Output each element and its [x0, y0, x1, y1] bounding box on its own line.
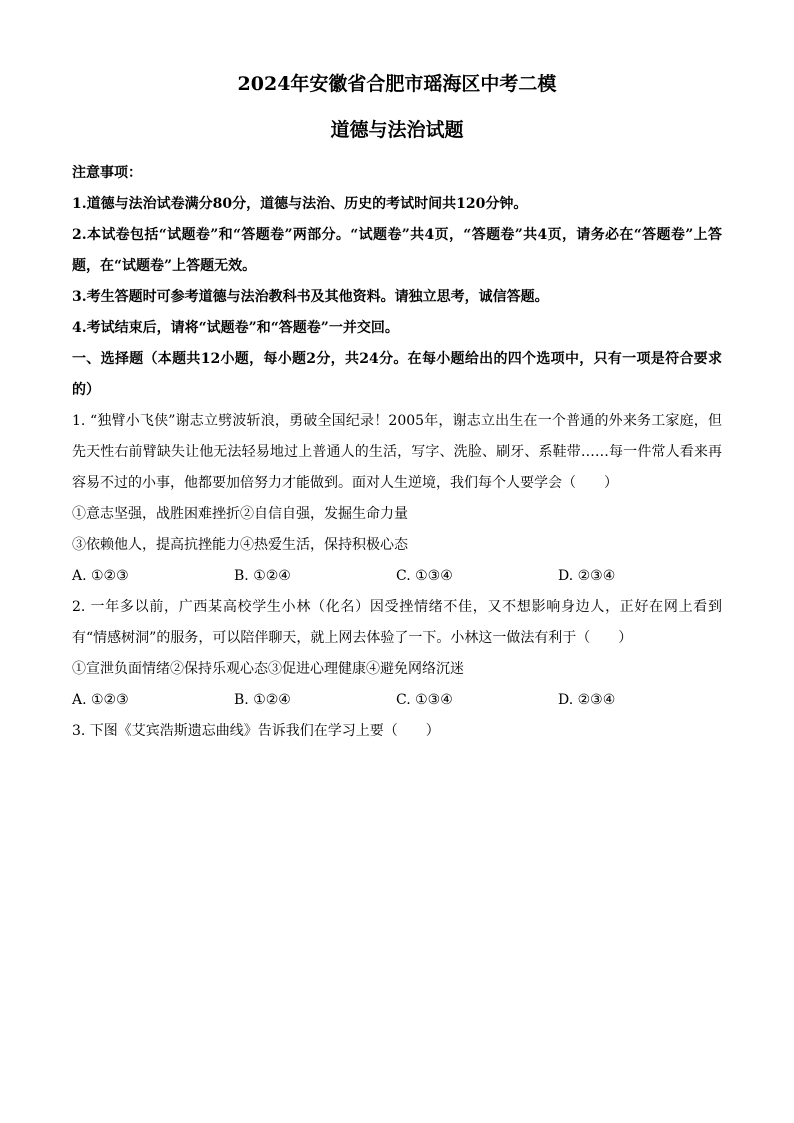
question-1-stem: 1. “独臂小飞侠”谢志立劈波斩浪，勇破全国纪录！2005年，谢志立出生在一个普通的外来务工家庭，但先天性右前臂缺失让他无法轻易地过上普通人的生活，写字、洗脸、刷牙、系鞋带……每一件常人看来再容易不过的小事，他都要加倍努力才能做到。面对人生逆境，我们每个人要学会（ ） [72, 413, 722, 491]
question-1-option-d: D. ②③④ [558, 568, 616, 584]
question-1-statement-2: ③依赖他人，提高抗挫能力④热爱生活，保持积极心态 [72, 537, 408, 553]
section-heading: 一、选择题（本题共12小题，每小题2分，共24分。在每小题给出的四个选项中，只有一项是符合要求的） [72, 351, 722, 398]
question-1-statement-1: ①意志坚强，战胜困难挫折②自信自强，发掘生命力量 [72, 506, 408, 522]
question-2-option-c: C. ①③④ [396, 692, 453, 708]
question-2-option-a: A. ①②③ [72, 692, 129, 708]
question-1-option-a: A. ①②③ [72, 568, 129, 584]
question-2-options [72, 685, 722, 716]
question-3-stem: 3. 下图《艾宾浩斯遗忘曲线》告诉我们在学习上要（ ） [72, 723, 440, 739]
question-2-stem: 2. 一年多以前，广西某高校学生小林（化名）因受挫情绪不佳，又不想影响身边人，正好在网上看到有“情感树洞”的服务，可以陪伴聊天，就上网去体验了一下。小林这一做法有利于（ ） [72, 599, 722, 646]
question-1-options [72, 561, 722, 592]
page-subtitle: 道德与法治试题 [330, 119, 464, 141]
question-2-option-b: B. ①②④ [234, 692, 291, 708]
notice-item-1: 1.道德与法治试卷满分80分，道德与法治、历史的考试时间共120分钟。 [72, 196, 528, 212]
page-content [72, 68, 722, 747]
notice-item-2: 2.本试卷包括“试题卷”和“答题卷”两部分。“试题卷”共4页，“答题卷”共4页，请务必在“答题卷”上答题，在“试题卷”上答题无效。 [72, 227, 722, 274]
question-2-statement-1: ①宣泄负面情绪②保持乐观心态③促进心理健康④避免网络沉迷 [72, 661, 464, 677]
question-1-option-c: C. ①③④ [396, 568, 453, 584]
question-2-option-d: D. ②③④ [558, 692, 616, 708]
notice-item-4: 4.考试结束后，请将“试题卷”和“答题卷”一并交回。 [72, 320, 399, 336]
page-title: 2024年安徽省合肥市瑶海区中考二模 [237, 73, 557, 95]
notice-item-3: 3.考生答题时可参考道德与法治教科书及其他资料。请独立思考，诚信答题。 [72, 289, 549, 305]
question-1-option-b: B. ①②④ [234, 568, 291, 584]
notice-heading: 注意事项： [72, 165, 142, 181]
